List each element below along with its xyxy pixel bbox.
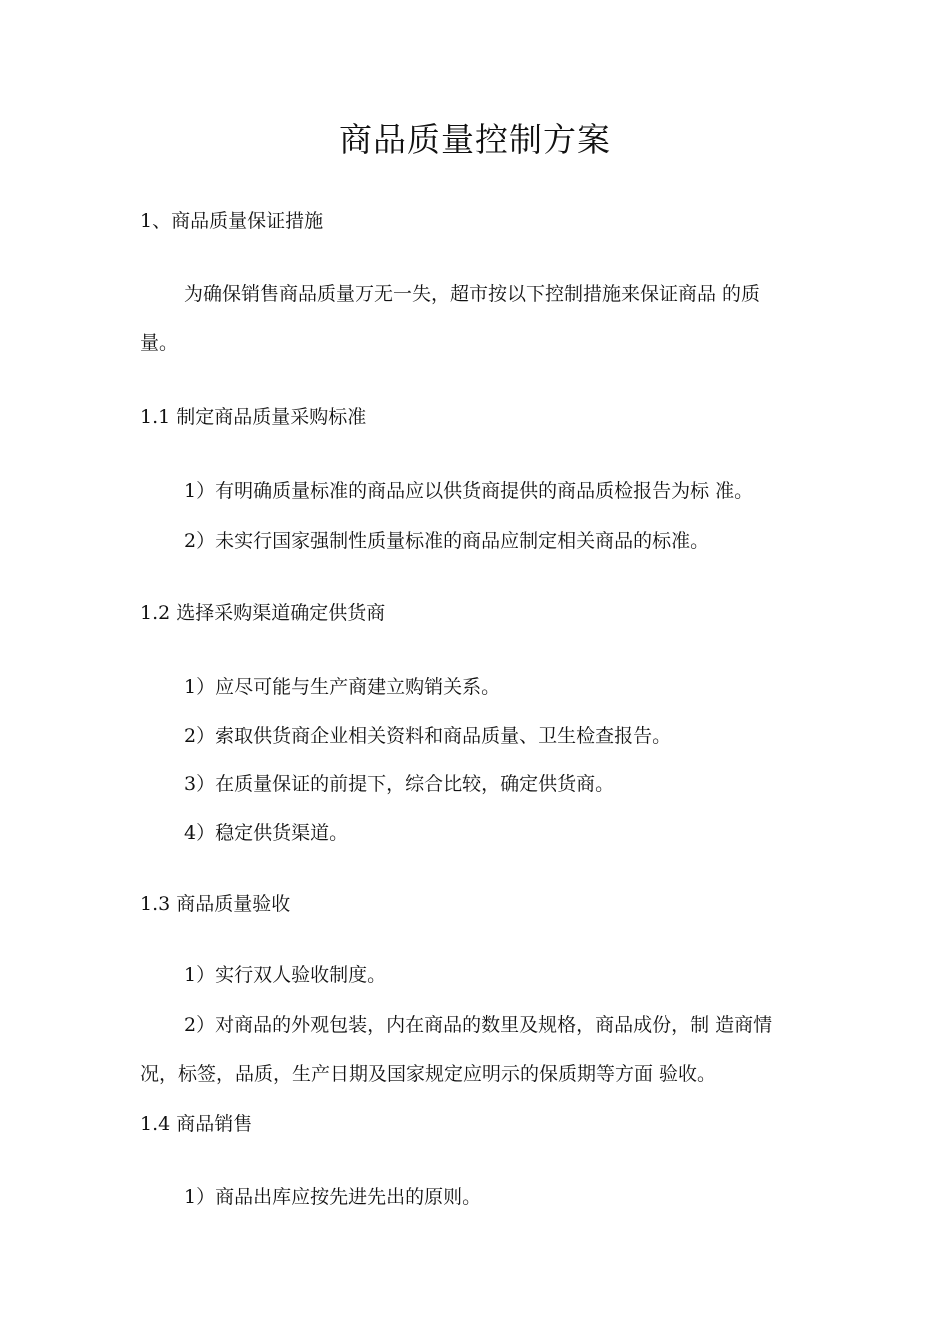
list-item: 1）实行双人验收制度。 <box>184 964 387 986</box>
list-item: 1）应尽可能与生产商建立购销关系。 <box>184 676 501 698</box>
list-item-line-1: 2）对商品的外观包装，内在商品的数里及规格，商品成份，制 造商情 <box>184 1014 773 1036</box>
section-heading-1-4: 1.4 商品销售 <box>140 1113 253 1135</box>
section-heading-1-2: 1.2 选择采购渠道确定供货商 <box>140 602 386 624</box>
section-heading-1: 1、商品质量保证措施 <box>140 210 324 232</box>
section-heading-1-1: 1.1 制定商品质量采购标准 <box>140 406 367 428</box>
list-item: 2）未实行国家强制性质量标准的商品应制定相关商品的标准。 <box>184 530 710 552</box>
document-title: 商品质量控制方案 <box>339 120 611 159</box>
section-heading-1-3: 1.3 商品质量验收 <box>140 893 291 915</box>
list-item: 4）稳定供货渠道。 <box>184 822 349 844</box>
intro-paragraph-line-2: 量。 <box>140 332 179 354</box>
list-item: 2）索取供货商企业相关资料和商品质量、卫生检查报告。 <box>184 725 672 747</box>
list-item: 1）商品出库应按先进先出的原则。 <box>184 1186 482 1208</box>
list-item-line-2: 况，标签，品质，生产日期及国家规定应明示的保质期等方面 验收。 <box>140 1063 717 1085</box>
list-item: 3）在质量保证的前提下，综合比较，确定供货商。 <box>184 773 615 795</box>
list-item: 1）有明确质量标准的商品应以供货商提供的商品质检报告为标 准。 <box>184 480 754 502</box>
intro-paragraph-line-1: 为确保销售商品质量万无一失，超市按以下控制措施来保证商品 的质 <box>184 283 761 305</box>
